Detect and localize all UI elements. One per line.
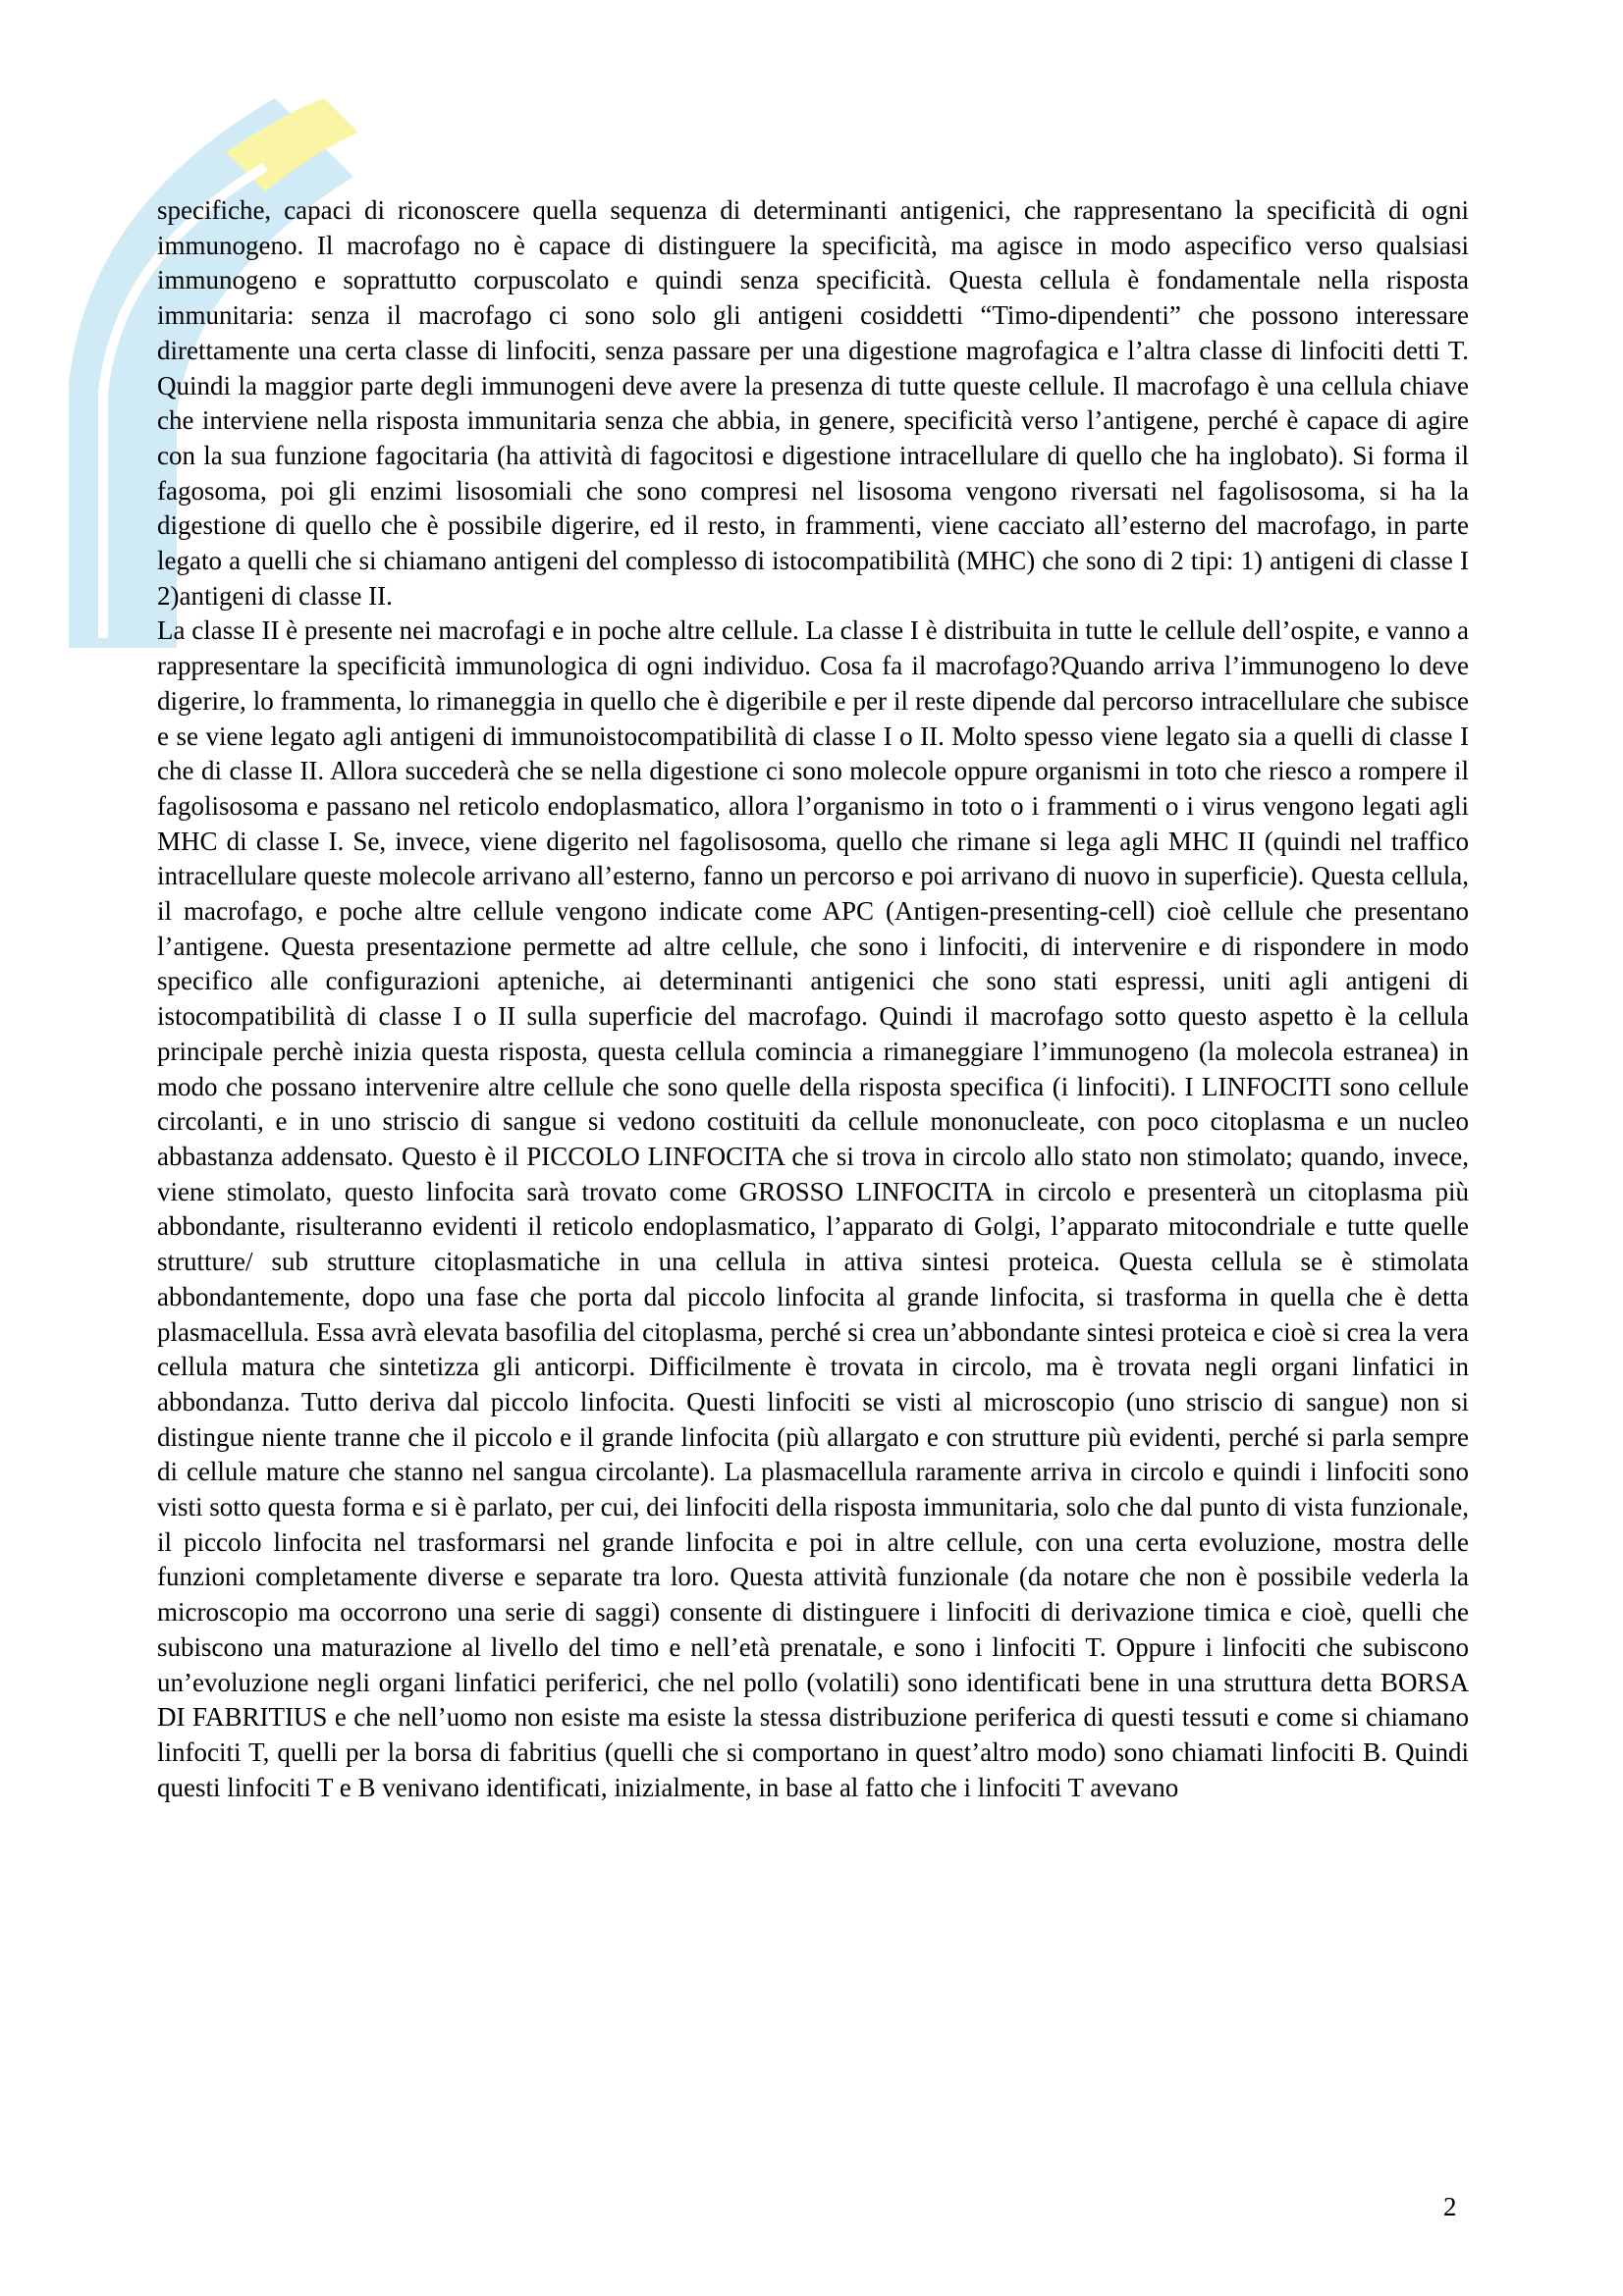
paragraph: specifiche, capaci di riconoscere quella sequenza di determinanti antigenici, che rappresentano la specificità di ogni immunogeno. Il macrofago no è capace di distinguere la specificità, ma agisce in modo aspecifico verso qualsiasi immunogeno e soprattutto corpuscolato e quindi senza specificità. Questa cellula è fondamentale nella risposta immunitaria: senza il macrofago ci sono solo gli antigeni cosiddetti “Timo-dipendenti” che possono interessare direttamente una certa classe di linfociti, senza passare per una digestione magrofagica e l’altra classe di linfociti detti T. Quindi la maggior parte degli immunogeni deve avere la presenza di tutte queste cellule. Il macrofago è una cellula chiave che interviene nella risposta immunitaria senza che abbia, in genere, specificità verso l’antigene, perché è capace di agire con la sua funzione fagocitaria (ha attività di fagocitosi e digestione intracellulare di quello che ha inglobato). Si forma il fagosoma, poi gli enzimi lisosomiali che sono compresi nel lisosoma vengono riversati nel fagolisosoma, si ha la digestione di quello che è possibile digerire, ed il resto, in frammenti, viene cacciato all’esterno del macrofago, in parte legato a quelli che si chiamano antigeni del complesso di istocompatibilità (MHC) che sono di 2 tipi: 1) antigeni di classe I 2)antigeni di classe II. <box>157 195 1469 611</box>
paragraph: La classe II è presente nei macrofagi e in poche altre cellule. La classe I è distribuita in tutte le cellule dell’ospite, e vanno a rappresentare la specificità immunologica di ogni individuo. Cosa fa il macrofago?Quando arriva l’immunogeno lo deve digerire, lo frammenta, lo rimaneggia in quello che è digeribile e per il reste dipende dal percorso intracellulare che subisce e se viene legato agli antigeni di immunoistocompatibilità di classe I o II. Molto spesso viene legato sia a quelli di classe I che di classe II. Allora succederà che se nella digestione ci sono molecole oppure organismi in toto che riesco a rompere il fagolisosoma e passano nel reticolo endoplasmatico, allora l’organismo in toto o i frammenti o i virus vengono legati agli MHC di classe I. Se, invece, viene digerito nel fagolisosoma, quello che rimane si lega agli MHC II (quindi nel traffico intracellulare queste molecole arrivano all’esterno, fanno un percorso e poi arrivano di nuovo in superficie). Questa cellula, il macrofago, e poche altre cellule vengono indicate come APC (Antigen-presenting-cell) cioè cellule che presentano l’antigene. Questa presentazione permette ad altre cellule, che sono i linfociti, di intervenire e di rispondere in modo specifico alle configurazioni apteniche, ai determinanti antigenici che sono stati espressi, uniti agli antigeni di istocompatibilità di classe I o II sulla superficie del macrofago. Quindi il macrofago sotto questo aspetto è la cellula principale perchè inizia questa risposta, questa cellula comincia a rimaneggiare l’immunogeno (la molecola estranea) in modo che possano intervenire altre cellule che sono quelle della risposta specifica (i linfociti). I LINFOCITI sono cellule circolanti, e in uno striscio di sangue si vedono costituiti da cellule mononucleate, con poco citoplasma e un nucleo abbastanza addensato. Questo è il PICCOLO LINFOCITA che si trova in circolo allo stato non stimolato; quando, invece, viene stimolato, questo linfocita sarà trovato come GROSSO LINFOCITA in circolo e presenterà un citoplasma più abbondante, risulteranno evidenti il reticolo endoplasmatico, l’apparato di Golgi, l’apparato mitocondriale e tutte quelle strutture/ sub strutture citoplasmatiche in una cellula in attiva sintesi proteica. Questa cellula se è stimolata abbondantemente, dopo una fase che porta dal piccolo linfocita al grande linfocita, si trasforma in quella che è detta plasmacellula. Essa avrà elevata basofilia del citoplasma, perché si crea un’abbondante sintesi proteica e cioè si crea la vera cellula matura che sintetizza gli anticorpi. Difficilmente è trovata in circolo, ma è trovata negli organi linfatici in abbondanza. Tutto deriva dal piccolo linfocita. Questi linfociti se visti al microscopio (uno striscio di sangue) non si distingue niente tranne che il piccolo e il grande linfocita (più allargato e con strutture più evidenti, perché si parla sempre di cellule mature che stanno nel sangua circolante). La plasmacellula raramente arriva in circolo e quindi i linfociti sono visti sotto questa forma e si è parlato, per cui, dei linfociti della risposta immunitaria, solo che dal punto di vista funzionale, il piccolo linfocita nel trasformarsi nel grande linfocita e poi in altre cellule, con una certa evoluzione, mostra delle funzioni completamente diverse e separate tra loro. Questa attività funzionale (da notare che non è possibile vederla la microscopio ma occorrono una serie di saggi) consente di distinguere i linfociti di derivazione timica e cioè, quelli che subiscono una maturazione al livello del timo e nell’età prenatale, e sono i linfociti T. Oppure i linfociti che subiscono un’evoluzione negli organi linfatici periferici, che nel pollo (volatili) sono identificati bene in una struttura detta BORSA DI FABRITIUS e che nell’uomo non esiste ma esiste la stessa distribuzione periferica di questi tessuti e come si chiamano linfociti T, quelli per la borsa di fabritius (quelli che si comportano in quest’altro modo) sono chiamati linfociti B. Quindi questi linfociti T e B venivano identificati, inizialmente, in base al fatto che i linfociti T avevano <box>157 615 1469 1802</box>
watermark-arc-accent <box>226 98 358 191</box>
document-body <box>157 193 1469 1805</box>
page-number: 2 <box>1443 2192 1457 2221</box>
